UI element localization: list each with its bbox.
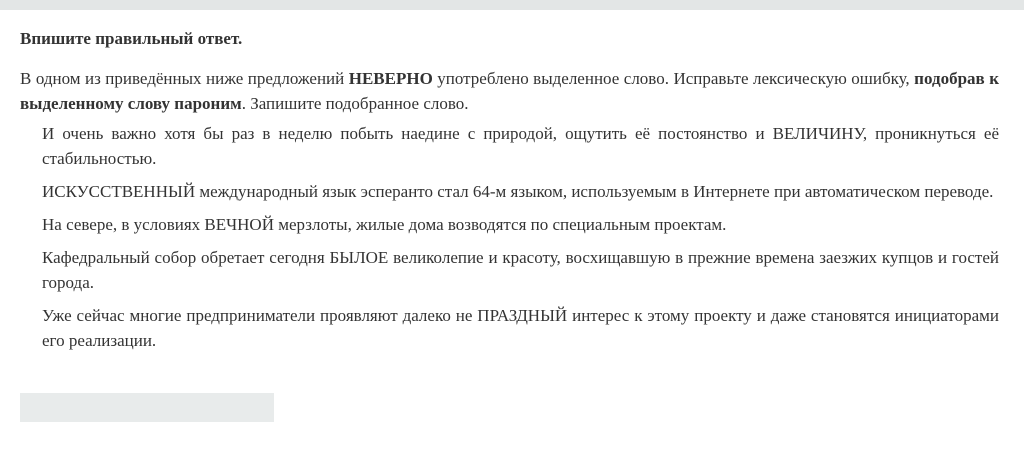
instruction-emphasis-paronym: подобрав к выделенному слову пароним <box>20 69 999 113</box>
top-bar <box>0 0 1024 10</box>
task-container <box>20 26 999 361</box>
sentence-list <box>20 121 999 353</box>
instruction-text-1: В одном из приведённых ниже предложений <box>20 69 349 88</box>
sentence-item: И очень важно хотя бы раз в неделю побыть наедине с природой, ощутить её постоянство и ВЕЛИЧИНУ, проникнуться её стабильностью. <box>42 124 999 168</box>
instruction-text-3: . Запишите подобранное слово. <box>241 94 469 113</box>
answer-input[interactable] <box>20 393 274 422</box>
task-title: Впишите правильный ответ. <box>20 29 243 48</box>
sentence-item: Кафедральный собор обретает сегодня БЫЛОЕ великолепие и красоту, восхищавшую в прежние времена заезжих купцов и гостей города. <box>42 248 999 292</box>
task-instruction <box>20 66 999 116</box>
sentence-item: На севере, в условиях ВЕЧНОЙ мерзлоты, жилые дома возводятся по специальным проектам. <box>42 215 727 234</box>
sentence-item: Уже сейчас многие предприниматели проявляют далеко не ПРАЗДНЫЙ интерес к этому проекту и даже становятся инициаторами его реализации. <box>42 306 999 350</box>
instruction-emphasis-incorrect: НЕВЕРНО <box>348 69 433 88</box>
instruction-text-2: употреблено выделенное слово. Исправьте лексическую ошибку, <box>432 69 915 88</box>
sentence-item: ИСКУССТВЕННЫЙ международный язык эсперанто стал 64-м языком, используемым в Интернете при автоматическом переводе. <box>42 182 994 201</box>
